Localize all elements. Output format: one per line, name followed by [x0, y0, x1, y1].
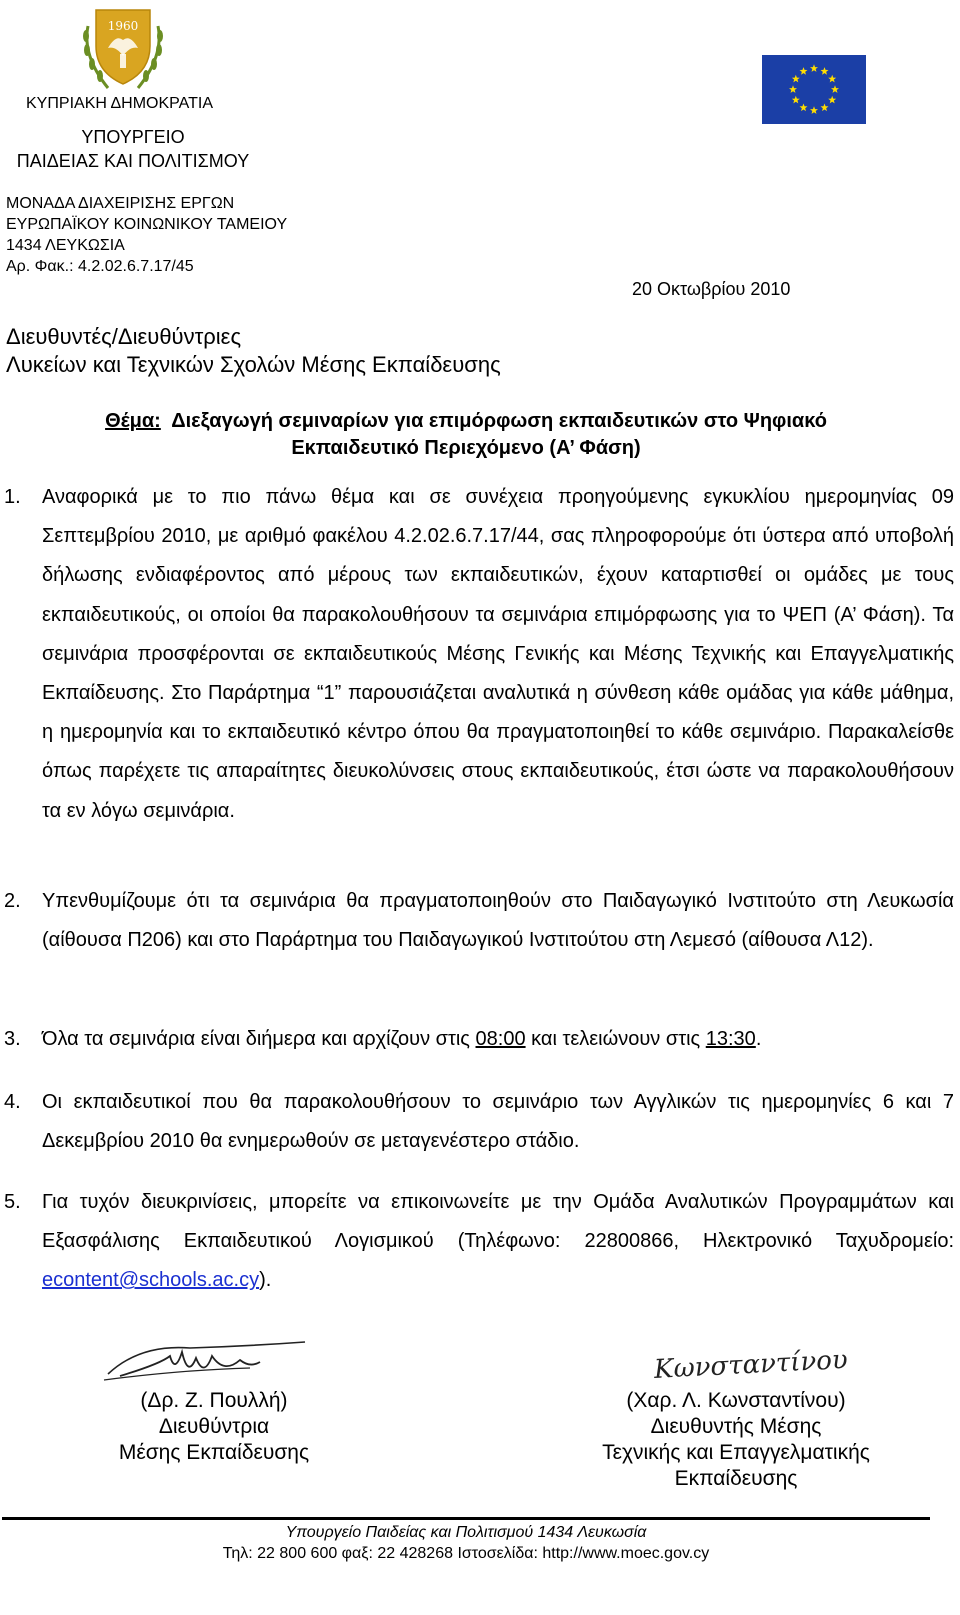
ministry-line-1: ΥΠΟΥΡΓΕΙΟ: [81, 127, 185, 147]
paragraph-number: 4.: [4, 1091, 21, 1113]
paragraph-text: Οι εκπαιδευτικοί που θα παρακολουθήσουν το σεμινάριο των Αγγλικών τις ημερομηνίες 6 και 7 Δεκεμβρίου 2010 θα ενημερωθούν σε μεταγενέστερο στάδιο.: [42, 1091, 954, 1153]
addressee-line-1: Διευθυντές/Διευθύντριες: [6, 324, 242, 349]
paragraph-number: 1.: [4, 486, 21, 508]
signatory-title: Τεχνικής και Επαγγελματικής: [602, 1441, 870, 1464]
contact-email-link[interactable]: econtent@schools.ac.cy: [42, 1269, 260, 1292]
ministry-name: [6, 125, 260, 173]
addressee-line-2: Λυκείων και Τεχνικών Σχολών Μέσης Εκπαίδευσης: [6, 352, 501, 377]
paragraph-2: [4, 882, 954, 960]
paragraph-text-part: .: [755, 1028, 762, 1050]
start-time: 08:00: [475, 1028, 526, 1050]
unit-block: [6, 193, 287, 277]
subject-text-1: Διεξαγωγή σεμιναρίων για επιμόρφωση εκπαιδευτικών στο Ψηφιακό: [171, 410, 827, 432]
addressee: [6, 323, 501, 379]
unit-line-1: ΜΟΝΑΔΑ ΔΙΑΧΕΙΡΙΣΗΣ ΕΡΓΩΝ: [6, 195, 235, 212]
paragraph-text-part: Όλα τα σεμινάρια είναι διήμερα και αρχίζουν στις: [42, 1028, 476, 1050]
paragraph-5: [4, 1183, 954, 1301]
signatory-name: (Δρ. Ζ. Πουλλή): [140, 1389, 288, 1412]
signatory-left: [94, 1388, 334, 1466]
paragraph-text-part: ).: [259, 1269, 272, 1292]
unit-line-3: 1434 ΛΕΥΚΩΣΙΑ: [6, 237, 125, 254]
paragraph-number: 2.: [4, 890, 21, 912]
signatory-name: (Χαρ. Λ. Κωνσταντίνου): [626, 1389, 846, 1412]
paragraph-number: 5.: [4, 1191, 21, 1213]
footer-line-2: Τηλ: 22 800 600 φαξ: 22 428268 Ιστοσελίδα: http://www.moec.gov.cy: [222, 1545, 710, 1562]
paragraph-3: [4, 1020, 954, 1059]
paragraph-text-part: και τελειώνουν στις: [525, 1028, 706, 1050]
signatory-right: [576, 1388, 896, 1492]
paragraph-text: Υπενθυμίζουμε ότι τα σεμινάρια θα πραγματοποιηθούν στο Παιδαγωγικό Ινστιτούτο στη Λευκωσία (αίθουσα Π206) και στο Παράρτημα του Παιδαγωγικού Ινστιτούτου στη Λεμεσό (αίθουσα Λ12).: [42, 890, 954, 952]
paragraph-4: [4, 1083, 954, 1161]
signatory-title: Εκπαίδευσης: [674, 1467, 798, 1490]
footer-line-1: Υπουργείο Παιδείας και Πολιτισμού 1434 Λευκωσία: [285, 1524, 647, 1541]
signature-right: Κωνσταντίνου: [653, 1344, 849, 1386]
country-name: ΚΥΠΡΙΑΚΗ ΔΗΜΟΚΡΑΤΙΑ: [26, 95, 214, 112]
signature-left-icon: [100, 1334, 320, 1389]
letter-date: 20 Οκτωβρίου 2010: [632, 279, 791, 299]
subject-text-2: Εκπαιδευτικό Περιεχόμενο (Α’ Φάση): [291, 437, 641, 459]
eu-flag-icon: [762, 55, 866, 124]
end-time: 13:30: [705, 1028, 756, 1050]
paragraph-number: 3.: [4, 1028, 21, 1050]
paragraph-text: [42, 1183, 954, 1301]
signatory-title: Διευθυντής Μέσης: [650, 1415, 822, 1438]
paragraph-1: [4, 478, 954, 831]
ministry-line-2: ΠΑΙΔΕΙΑΣ ΚΑΙ ΠΟΛΙΤΙΣΜΟΥ: [16, 151, 250, 171]
paragraph-text-part: Για τυχόν διευκρινίσεις, μπορείτε να επικοινωνείτε με την Ομάδα Αναλυτικών Προγραμμάτων και Εξασφάλισης Εκπαιδευτικού Λογισμικού (Τηλέφωνο: 22800866, Ηλεκτρονικό Ταχυδρομείο:: [42, 1191, 954, 1253]
paragraph-text: Αναφορικά με το πιο πάνω θέμα και σε συνέχεια προηγούμενης εγκυκλίου ημερομηνίας 09 Σεπτεμβρίου 2010, με αριθμό φακέλου 4.2.02.6.7.17/44, σας πληροφορούμε ότι ύστερα από υποβολή δήλωσης ενδιαφέροντος από μέρους των εκπαιδευτικών, έχουν καταρτισθεί οι ομάδες με τους εκπαιδευτικούς, οι οποίοι θα παρακολουθήσουν τα σεμινάρια επιμόρφωσης για το ΨΕΠ (Α’ Φάση). Τα σεμινάρια προσφέρονται σε εκπαιδευτικούς Μέσης Γενικής και Μέσης Τεχνικής και Επαγγελματικής Εκπαίδευσης. Στο Παράρτημα “1” παρουσιάζεται αναλυτικά η σύνθεση κάθε ομάδας για κάθε μάθημα, η ημερομηνία και το εκπαιδευτικό κέντρο όπου θα πραγματοποιηθεί το κάθε σεμινάριο. Παρακαλείσθε όπως παρέχετε τις απαραίτητες διευκολύνσεις στους εκπαιδευτικούς, έτσι ώστε να παρακολουθήσουν τα εν λόγω σεμινάρια.: [42, 486, 954, 822]
cyprus-coat-of-arms-icon: [78, 6, 168, 94]
footer: [0, 1522, 932, 1564]
paragraph-text: [42, 1020, 954, 1059]
signatory-title: Μέσης Εκπαίδευσης: [118, 1441, 310, 1464]
subject: [0, 408, 932, 462]
subject-label: Θέμα:: [105, 410, 161, 432]
svg-text:1960: 1960: [107, 19, 139, 33]
file-reference: Αρ. Φακ.: 4.2.02.6.7.17/45: [6, 258, 194, 275]
unit-line-2: ΕΥΡΩΠΑΪΚΟΥ ΚΟΙΝΩΝΙΚΟΥ ΤΑΜΕΙΟΥ: [6, 216, 288, 233]
signatory-title: Διευθύντρια: [158, 1415, 270, 1438]
footer-divider: [2, 1517, 930, 1520]
